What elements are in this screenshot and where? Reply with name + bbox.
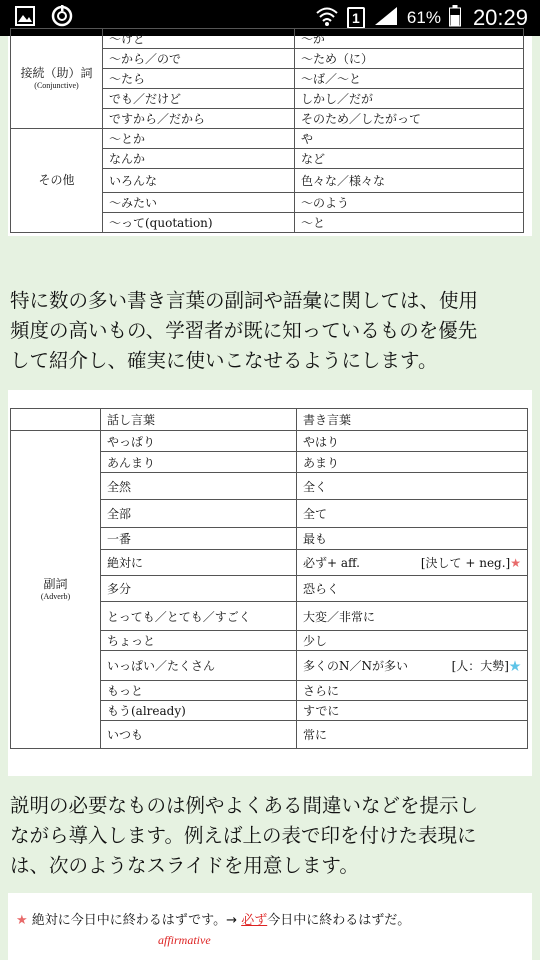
category-conjunctive: 接続（助）詞 (Conjunctive) bbox=[11, 29, 103, 129]
table-row: もう(already) すでに bbox=[11, 701, 528, 721]
table-row: その他 〜とか や bbox=[11, 129, 524, 149]
category-adverb: 副詞 (Adverb) bbox=[11, 431, 101, 749]
table-row: 一番 最も bbox=[11, 528, 528, 550]
battery-percent: 61% bbox=[406, 8, 441, 27]
star-red-icon: ★ bbox=[510, 556, 521, 570]
table-row: ちょっと 少し bbox=[11, 631, 528, 651]
affirmative-label: affirmative bbox=[158, 933, 211, 947]
table-row: いつも 常に bbox=[11, 721, 528, 749]
table-row: でも／だけど しかし／だが bbox=[11, 89, 524, 109]
header-written: 書き言葉 bbox=[297, 409, 528, 431]
table-row: ですから／だから そのため／したがって bbox=[11, 109, 524, 129]
table-row: 全然 全く bbox=[11, 473, 528, 500]
star-red-icon: ★ bbox=[16, 913, 28, 928]
table-row: あんまり あまり bbox=[11, 452, 528, 473]
slide-highlight: 必ず bbox=[241, 913, 268, 928]
paragraph-usage: 特に数の多い書き言葉の副詞や語彙に関しては、使用 頻度の高いもの、学習者が既に知っているものを優先 して紹介し、確実に使いこなせるようにします。 bbox=[10, 289, 479, 372]
table-header-row bbox=[11, 409, 528, 431]
category-other: その他 bbox=[11, 129, 103, 233]
table-row: 〜みたい 〜のよう bbox=[11, 193, 524, 213]
paragraph-explanation: 説明の必要なものは例やよくある間違いなどを提示し ながら導入します。例えば上の表で印を付けた表現に は、次のようなスライドを用意します。 bbox=[10, 794, 479, 877]
table-row: 全部 全て bbox=[11, 500, 528, 528]
adverb-table bbox=[10, 408, 528, 749]
table-row: もっと さらに bbox=[11, 681, 528, 701]
table-row: いろんな 色々な／様々な bbox=[11, 169, 524, 193]
slide-left-text: 絶対に今日中に終わるはずです。→ bbox=[31, 913, 238, 928]
table-row: 副詞 (Adverb) やっぱり やはり bbox=[11, 431, 528, 452]
clock: 20:29 bbox=[472, 5, 528, 30]
table-row: 接続（助）詞 (Conjunctive) 〜けど 〜が bbox=[11, 29, 524, 49]
table-row: 多分 恐らく bbox=[11, 576, 528, 602]
table-row: 〜って(quotation) 〜と bbox=[11, 213, 524, 233]
conjunctive-table bbox=[10, 28, 524, 233]
slide-right-text: 今日中に終わるはずだ。 bbox=[267, 913, 411, 928]
table-row: なんか など bbox=[11, 149, 524, 169]
table-row: 絶対に 必ず+ aff. [決して + neg.]★ bbox=[11, 550, 528, 576]
sim-icon: 1 bbox=[347, 7, 365, 29]
star-blue-icon: ★ bbox=[508, 659, 521, 673]
table-card-adverb bbox=[8, 390, 532, 776]
slide-preview bbox=[8, 893, 532, 960]
table-row: とっても／とても／すごく 大変／非常に bbox=[11, 602, 528, 631]
table-card-conjunctive bbox=[8, 32, 532, 236]
header-spoken: 話し言葉 bbox=[101, 409, 297, 431]
table-row: 〜たら 〜ば／〜と bbox=[11, 69, 524, 89]
table-row: いっぱい／たくさん 多くのN／Nが多い [人：大勢]★ bbox=[11, 651, 528, 681]
table-row: 〜から／ので 〜ため（に） bbox=[11, 49, 524, 69]
